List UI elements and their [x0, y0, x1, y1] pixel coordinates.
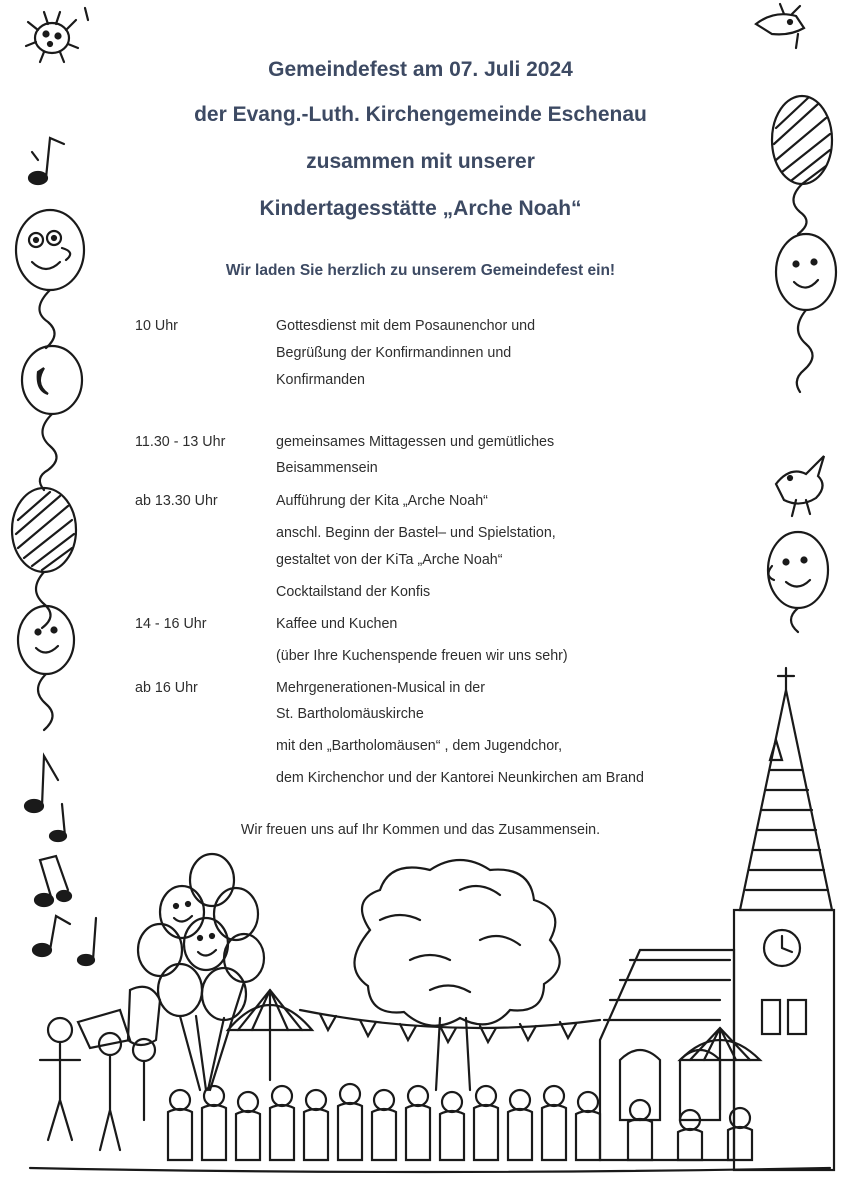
schedule-time-1: 10 Uhr — [135, 318, 178, 334]
tree-icon — [354, 860, 559, 1090]
schedule-desc-2a: gemeinsames Mittagessen und gemütliches — [276, 434, 555, 450]
title-line-3: zusammen mit unserer — [306, 150, 535, 173]
schedule-desc-4a: Kaffee und Kuchen — [276, 616, 398, 632]
umbrella-icon — [228, 990, 312, 1080]
balloon-bunch-icon — [138, 854, 264, 1090]
schedule-desc-3b: anschl. Beginn der Bastel– und Spielstation, — [276, 525, 556, 541]
schedule-desc-4b: (über Ihre Kuchenspende freuen wir uns sehr) — [276, 648, 568, 664]
schedule-desc-5c: mit den „Bartholomäusen“ , dem Jugendchor, — [276, 738, 563, 754]
schedule-desc-5a: Mehrgenerationen-Musical in der — [276, 680, 486, 696]
schedule-desc-2b: Beisammensein — [276, 460, 378, 476]
schedule-time-4: 14 - 16 Uhr — [135, 616, 207, 632]
schedule-desc-5d: dem Kirchenchor und der Kantorei Neunkirchen am Brand — [276, 770, 644, 786]
schedule-desc-3a: Aufführung der Kita „Arche Noah“ — [276, 493, 488, 509]
schedule-desc-3d: Cocktailstand der Konfis — [276, 584, 431, 600]
ground-line — [30, 1168, 830, 1172]
musicians-icon — [40, 987, 160, 1150]
smiley-balloon-icon-right-2 — [768, 532, 828, 632]
smiley-balloon-icon-right — [776, 234, 836, 392]
schedule-desc-1c: Konfirmanden — [276, 372, 366, 388]
title-line-4: Kindertagesstätte „Arche Noah“ — [259, 197, 582, 220]
church-icon — [600, 668, 834, 1170]
schedule-time-5: ab 16 Uhr — [135, 680, 198, 696]
schedule-desc-3c: gestaltet von der KiTa „Arche Noah“ — [276, 552, 503, 568]
bunting-icon — [300, 1010, 600, 1042]
title-line-1: Gemeindefest am 07. Juli 2024 — [268, 58, 573, 81]
dove-icon — [776, 456, 824, 516]
invitation-text: Wir laden Sie herzlich zu unserem Gemeindefest ein! — [225, 262, 616, 279]
music-notes-icon — [25, 756, 96, 965]
beetle-icon — [26, 8, 88, 62]
crowd-icon — [168, 1084, 752, 1160]
schedule-desc-5b: St. Bartholomäuskirche — [276, 706, 424, 722]
title-line-2: der Evang.-Luth. Kirchengemeinde Eschenau — [194, 103, 647, 126]
moon-balloon-icon — [22, 346, 82, 490]
schedule-time-3: ab 13.30 Uhr — [135, 493, 218, 509]
schedule-desc-1b: Begrüßung der Konfirmandinnen und — [276, 345, 512, 361]
schedule-time-2: 11.30 - 13 Uhr — [135, 434, 226, 450]
schedule-desc-1a: Gottesdienst mit dem Posaunenchor und — [276, 318, 536, 334]
umbrella-icon-2 — [680, 1028, 760, 1110]
bird-icon — [756, 4, 804, 48]
closing-text: Wir freuen uns auf Ihr Kommen und das Zusammensein. — [240, 822, 601, 838]
